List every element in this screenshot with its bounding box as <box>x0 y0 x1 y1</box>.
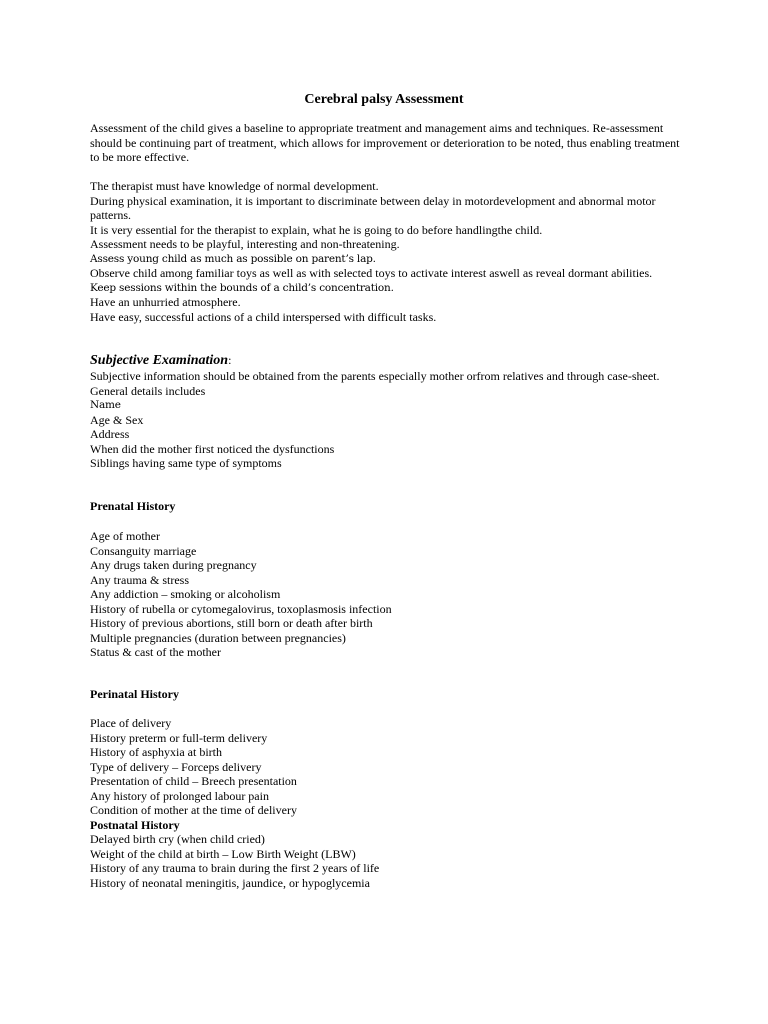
perinatal-heading: Perinatal History <box>90 687 179 701</box>
postnatal-line: History of any trauma to brain during the first 2 years of life <box>90 861 380 875</box>
subjective-line: Siblings having same type of symptoms <box>90 456 282 470</box>
perinatal-section <box>90 716 680 890</box>
perinatal-line: Type of delivery – Forceps delivery <box>90 759 262 774</box>
subjective-heading: Subjective Examination <box>90 353 229 368</box>
perinatal-line: Presentation of child – Breech presentation <box>90 774 297 788</box>
postnatal-heading: Postnatal History <box>90 817 180 832</box>
prenatal-line: Any addiction – smoking or alcoholism <box>90 587 281 601</box>
perinatal-line: Condition of mother at the time of delivery <box>90 803 297 817</box>
perinatal-line: History preterm or full-term delivery <box>90 730 268 745</box>
dev-line: Have easy, successful actions of a child interspersed with difficult tasks. <box>90 309 437 324</box>
perinatal-heading-row <box>90 687 680 702</box>
perinatal-line: History of asphyxia at birth <box>90 745 222 759</box>
subjective-heading-row <box>90 352 680 369</box>
dev-line: During physical examination, it is important to discriminate between delay in motordevelopment and abnormal motor patterns. <box>90 193 656 222</box>
subjective-line: General details includes <box>90 383 206 398</box>
dev-line: It is very essential for the therapist to explain, what he is going to do before handlingthe child. <box>90 222 543 237</box>
dev-line: Keep sessions within the bounds of a child’s concentration. <box>90 281 394 294</box>
dev-line: Assessment needs to be playful, interesting and non-threatening. <box>90 237 400 251</box>
prenatal-line: Multiple pregnancies (duration between pregnancies) <box>90 630 346 645</box>
prenatal-line: Status & cast of the mother <box>90 645 221 659</box>
prenatal-line: Consanguity marriage <box>90 543 197 558</box>
dev-line: Have an unhurried atmosphere. <box>90 295 241 309</box>
subjective-line: Address <box>90 427 130 441</box>
postnatal-line: Delayed birth cry (when child cried) <box>90 832 265 846</box>
perinatal-line: Any history of prolonged labour pain <box>90 788 269 803</box>
prenatal-line: Age of mother <box>90 529 160 543</box>
postnatal-line: Weight of the child at birth – Low Birth Weight (LBW) <box>90 846 356 861</box>
subjective-line: Name <box>90 399 121 411</box>
subjective-heading-colon: : <box>228 353 232 367</box>
dev-line: Observe child among familiar toys as well as with selected toys to activate interest aswell as reveal dormant abilities. <box>90 266 653 280</box>
subjective-section <box>90 369 680 471</box>
subjective-line: When did the mother first noticed the dysfunctions <box>90 441 335 456</box>
subjective-line: Subjective information should be obtained from the parents especially mother orfrom relatives and through case-sheet. <box>90 369 660 383</box>
subjective-line: Age & Sex <box>90 412 144 427</box>
prenatal-line: Any drugs taken during pregnancy <box>90 558 257 572</box>
intro-section <box>90 121 680 165</box>
prenatal-heading-row <box>90 499 680 514</box>
prenatal-line: History of rubella or cytomegalovirus, toxoplasmosis infection <box>90 601 392 616</box>
page-title: Cerebral palsy Assessment <box>304 92 464 107</box>
dev-line: The therapist must have knowledge of normal development. <box>90 179 379 193</box>
prenatal-line: History of previous abortions, still born or death after birth <box>90 616 373 630</box>
dev-line: Assess young child as much as possible on parent’s lap. <box>90 252 376 265</box>
prenatal-line: Any trauma & stress <box>90 572 189 587</box>
prenatal-heading: Prenatal History <box>90 499 176 513</box>
prenatal-section <box>90 529 680 660</box>
postnatal-line: History of neonatal meningitis, jaundice, or hypoglycemia <box>90 875 370 890</box>
perinatal-line: Place of delivery <box>90 716 172 730</box>
development-section <box>90 179 680 324</box>
intro-paragraph: Assessment of the child gives a baseline to appropriate treatment and management aims and techniques. Re-assessment should be continuing part of treatment, which allows for improvement or deterioration to be noted, thus enabling treatment to be more effective. <box>90 121 680 164</box>
